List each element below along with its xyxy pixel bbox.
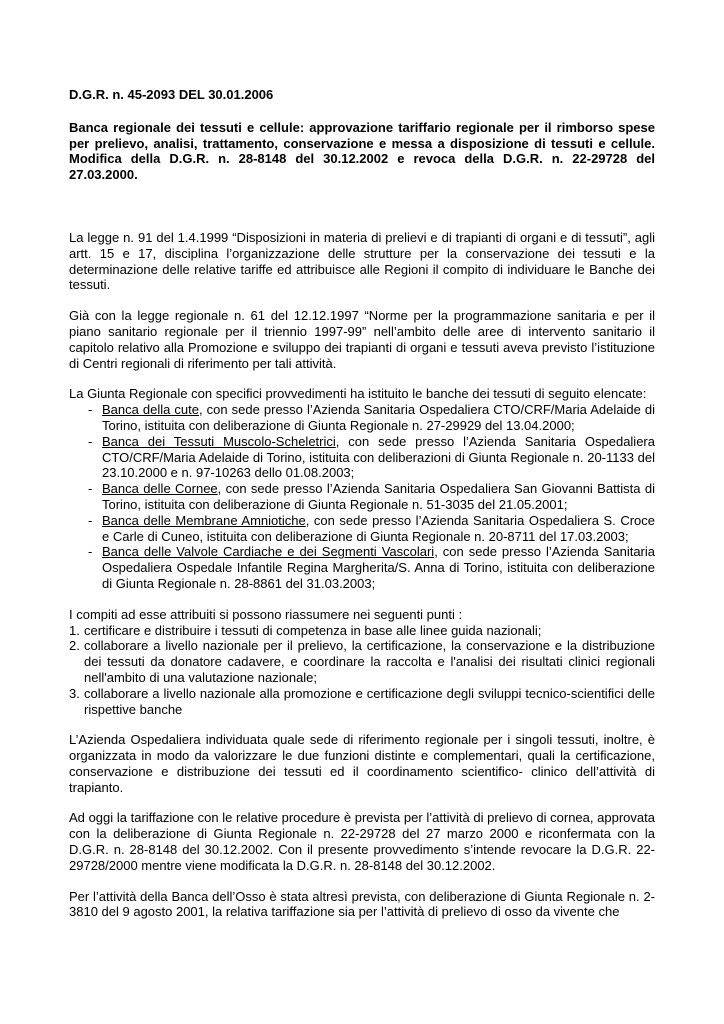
list-item-task-3 <box>69 686 655 718</box>
paragraph-azienda-ospedaliera: L’Azienda Ospedaliera individuata quale sede di riferimento regionale per i singoli tessuti, inoltre, è organizzata in modo da valorizzare le due funzioni distinte e complementari, quali la certificazione, conservazione e distribuzione dei tessuti ed il coordinamento scientifico- clinico dell’attività di trapianto. <box>69 732 655 795</box>
bank-description: , con sede presso l’Azienda Sanitaria Ospedaliera CTO/CRF/Maria Adelaide di Torino, istituita con deliberazioni di Giunta Regionale n. 20-1133 del 23.10.2000 e n. 97-10263 dello 01.08.2003; <box>102 433 655 481</box>
list-number: 3. <box>69 685 80 701</box>
banks-section <box>69 386 655 591</box>
paragraph-tasks-intro: I compiti ad esse attribuiti si possono riassumere nei seguenti punti : <box>69 606 463 622</box>
task-text: collaborare a livello nazionale per il prelievo, la certificazione, la conservazione e la distribuzione dei tessuti da donatore cadavere, e coordinare la raccolta e l'analisi dei risultati clinici regionali nell'ambito di una valutazione nazionale; <box>84 638 655 685</box>
bank-name: Banca delle Valvole Cardiache e dei Segmenti Vascolari <box>102 544 435 560</box>
list-dash: - <box>88 433 93 449</box>
bank-name: Banca della cute <box>102 402 199 418</box>
list-item-bank-cute <box>88 402 655 434</box>
list-dash: - <box>88 512 93 528</box>
paragraph-legge-regionale-61: Già con la legge regionale n. 61 del 12.12.1997 “Norme per la programmazione sanitaria e per il piano sanitario regionale per il triennio 1997-99” nell’ambito delle aree di intervento sanitario il capitolo relativo alla Promozione e sviluppo dei trapianti di organi e tessuti aveva previsto l’istituzione di Centri regionali di riferimento per tali attività. <box>69 308 655 371</box>
paragraph-tariffazione: Ad oggi la tariffazione con le relative procedure è prevista per l’attività di prelievo di cornea, approvata con la deliberazione di Giunta Regionale n. 22-29728 del 27 marzo 2000 e riconfermata con la D.G.R. n. 28-8148 del 30.12.2002. Con il presente provvedimento s’intende revocare la D.G.R. 22-29728/2000 mentre viene modificata la D.G.R. n. 28-8148 del 30.12.2002. <box>69 810 655 873</box>
bank-name: Banca delle Cornee <box>102 481 218 497</box>
banks-list <box>69 402 655 592</box>
task-text: certificare e distribuire i tessuti di competenza in base alle linee guida nazionali; <box>84 622 542 638</box>
paragraph-legge-91: La legge n. 91 del 1.4.1999 “Disposizioni in materia di prelievi e di trapianti di organi e di tessuti”, agli artt. 15 e 17, disciplina l’organizzazione delle strutture per la conservazione dei tessuti e la determinazione delle relative tariffe ed attribuisce alle Regioni il compito di individuare le Banche dei tessuti. <box>69 229 655 293</box>
list-item-task-2 <box>69 638 655 685</box>
list-number: 1. <box>69 622 80 638</box>
bank-description: , con sede presso l’Azienda Sanitaria Ospedaliera CTO/CRF/Maria Adelaide di Torino, istituita con deliberazione di Giunta Regionale n. 27-29929 del 13.04.2000; <box>102 402 655 433</box>
list-item-task-1 <box>69 623 655 639</box>
tasks-list <box>69 623 655 718</box>
list-dash: - <box>88 402 93 418</box>
paragraph-banca-osso: Per l’attività della Banca dell’Osso è stata altresì prevista, con deliberazione di Giunta Regionale n. 2-3810 del 9 agosto 2001, la relativa tariffazione sia per l’attività di prelievo di osso da vivente che <box>69 888 655 920</box>
bank-name: Banca delle Membrane Amniotiche <box>102 512 306 528</box>
task-text: collaborare a livello nazionale alla promozione e certificazione degli sviluppi tecnico-scientifici delle rispettive banche <box>84 685 655 717</box>
list-dash: - <box>88 481 93 497</box>
paragraph-banks-intro: La Giunta Regionale con specifici provvedimenti ha istituito le banche dei tessuti di seguito elencate: <box>69 386 647 402</box>
list-item-bank-membrane-amniotiche <box>88 513 655 545</box>
bank-description: , con sede presso l’Azienda Sanitaria Ospedaliera Ospedale Infantile Regina Margherita/S. Anna di Torino, istituita con deliberazione di Giunta Regionale n. 28-8861 del 31.03.2003; <box>102 544 656 591</box>
list-item-bank-muscolo-scheletrici <box>88 434 655 481</box>
bank-name: Banca dei Tessuti Muscolo-Scheletrici <box>102 433 336 449</box>
document-subject: Banca regionale dei tessuti e cellule: approvazione tariffario regionale per il rimborso spese per prelievo, analisi, trattamento, conservazione e messa a disposizione di tessuti e cellule. Modifica della D.G.R. n. 28-8148 del 30.12.2002 e revoca della D.G.R. n. 22-29728 del 27.03.2000. <box>69 119 655 183</box>
list-number: 2. <box>69 638 80 654</box>
bank-description: , con sede presso l’Azienda Sanitaria Ospedaliera S. Croce e Carle di Cuneo, istituita con deliberazione di Giunta Regionale n. 20-8711 del 17.03.2003; <box>102 512 655 544</box>
document-title: D.G.R. n. 45-2093 DEL 30.01.2006 <box>69 87 274 102</box>
list-item-bank-cornee <box>88 481 655 513</box>
list-dash: - <box>88 544 93 560</box>
document-page <box>69 87 655 920</box>
list-item-bank-valvole-cardiache <box>88 544 655 591</box>
bank-description: , con sede presso l’Azienda Sanitaria Ospedaliera San Giovanni Battista di Torino, istituita con deliberazione di Giunta Regionale n. 51-3035 del 21.05.2001; <box>102 481 655 512</box>
